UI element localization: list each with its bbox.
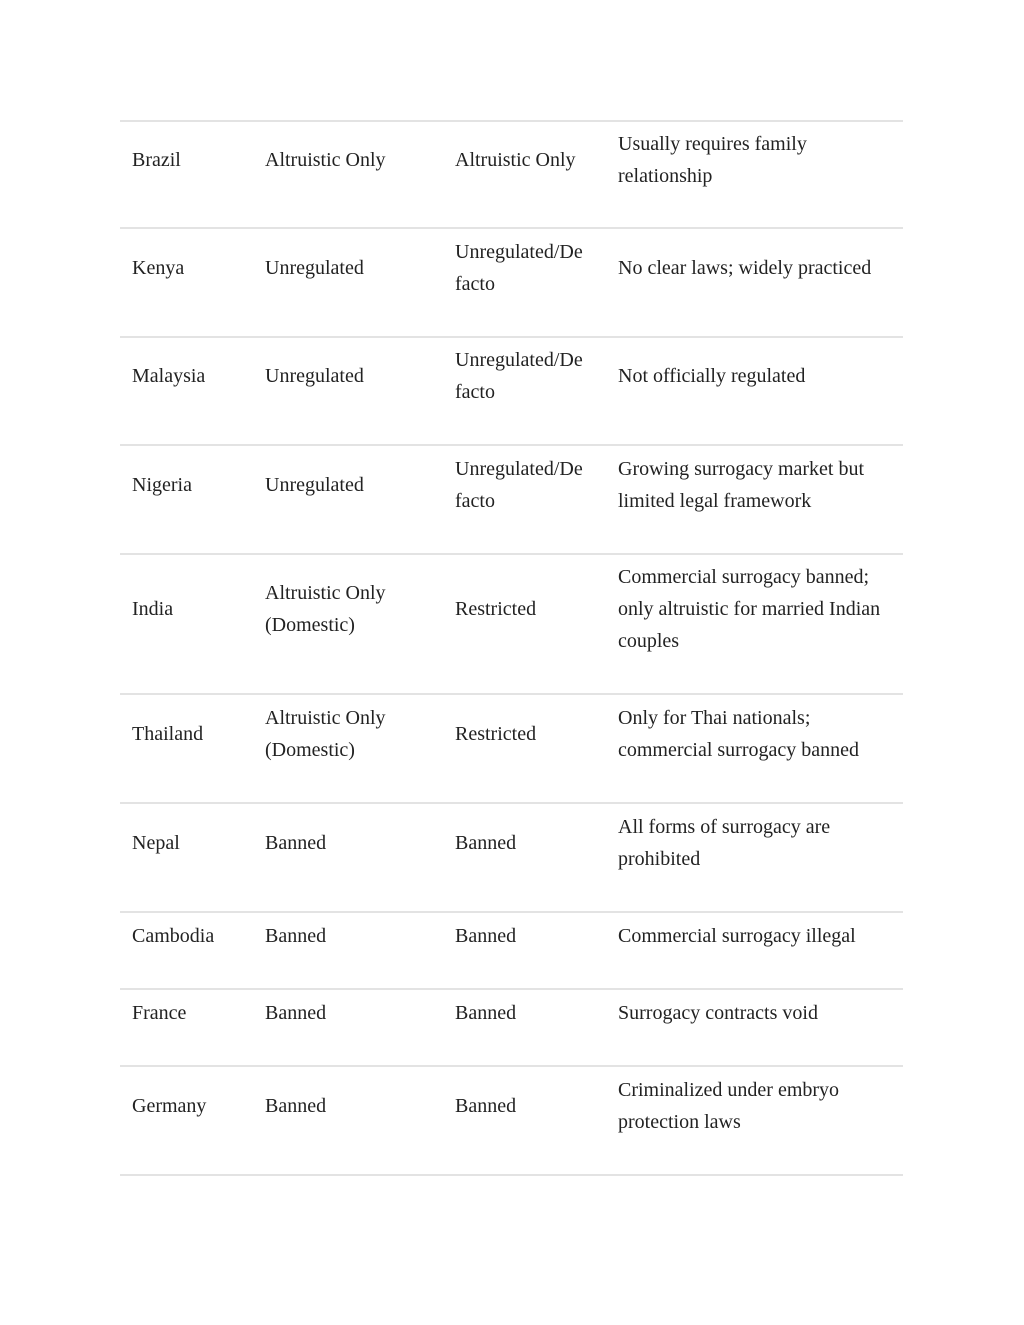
status-cell: Unregulated/De facto [443, 337, 606, 445]
notes-cell: Criminalized under embryo protection laws [606, 1066, 903, 1175]
status-cell: Banned [443, 912, 606, 989]
status-cell: Banned [443, 989, 606, 1066]
notes-cell: Commercial surrogacy illegal [606, 912, 903, 989]
status-cell: Banned [253, 912, 443, 989]
table-row [120, 912, 903, 989]
status-cell: Banned [253, 803, 443, 912]
table-row [120, 554, 903, 694]
notes-cell: No clear laws; widely practiced [606, 228, 903, 337]
status-cell: Banned [253, 989, 443, 1066]
country-cell: Brazil [120, 121, 253, 228]
status-cell: Unregulated [253, 337, 443, 445]
table-row [120, 121, 903, 228]
table-row [120, 445, 903, 554]
status-cell: Unregulated/De facto [443, 228, 606, 337]
table-row [120, 694, 903, 803]
notes-cell: Commercial surrogacy banned; only altruistic for married Indian couples [606, 554, 903, 694]
notes-cell: Surrogacy contracts void [606, 989, 903, 1066]
status-cell: Banned [253, 1066, 443, 1175]
table-row [120, 228, 903, 337]
notes-cell: All forms of surrogacy are prohibited [606, 803, 903, 912]
status-cell: Restricted [443, 554, 606, 694]
notes-cell: Usually requires family relationship [606, 121, 903, 228]
table-row [120, 1066, 903, 1175]
table-row [120, 989, 903, 1066]
notes-cell: Not officially regulated [606, 337, 903, 445]
status-cell: Unregulated [253, 228, 443, 337]
table-row [120, 803, 903, 912]
status-cell: Altruistic Only (Domestic) [253, 694, 443, 803]
status-cell: Altruistic Only [253, 121, 443, 228]
country-cell: Malaysia [120, 337, 253, 445]
status-cell: Unregulated [253, 445, 443, 554]
surrogacy-laws-table [120, 120, 903, 1176]
country-cell: Cambodia [120, 912, 253, 989]
country-cell: Nepal [120, 803, 253, 912]
status-cell: Altruistic Only [443, 121, 606, 228]
country-cell: Kenya [120, 228, 253, 337]
status-cell: Unregulated/De facto [443, 445, 606, 554]
status-cell: Banned [443, 1066, 606, 1175]
notes-cell: Growing surrogacy market but limited legal framework [606, 445, 903, 554]
country-cell: Thailand [120, 694, 253, 803]
country-cell: France [120, 989, 253, 1066]
status-cell: Altruistic Only (Domestic) [253, 554, 443, 694]
table-row [120, 337, 903, 445]
status-cell: Restricted [443, 694, 606, 803]
country-cell: Germany [120, 1066, 253, 1175]
country-cell: India [120, 554, 253, 694]
status-cell: Banned [443, 803, 606, 912]
notes-cell: Only for Thai nationals; commercial surrogacy banned [606, 694, 903, 803]
country-cell: Nigeria [120, 445, 253, 554]
